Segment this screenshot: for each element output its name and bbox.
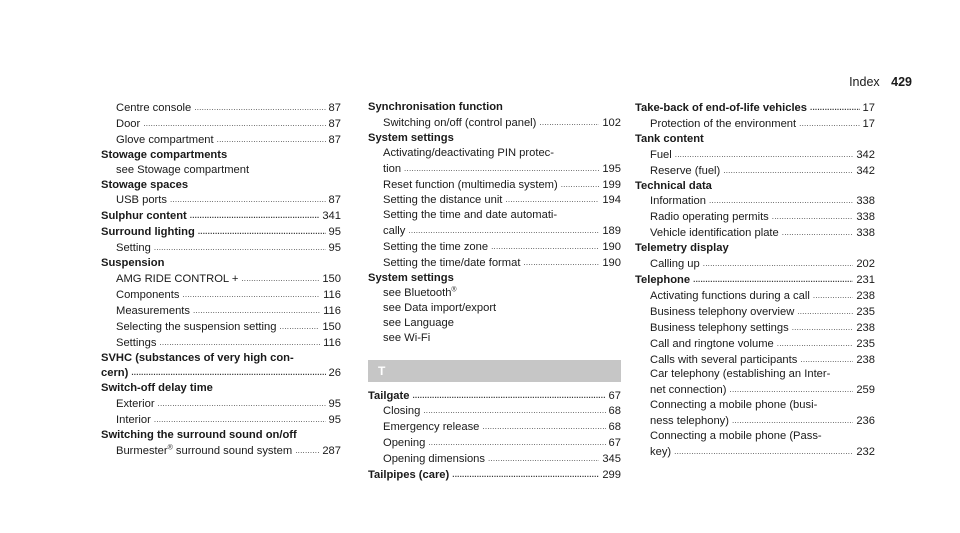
index-heading: Switch-off delay time — [101, 382, 213, 395]
index-entry — [635, 193, 875, 209]
entry-text: cally — [383, 225, 406, 238]
entry-text: tion — [383, 162, 402, 175]
entry-page[interactable]: 87 — [328, 194, 341, 207]
entry-page[interactable]: 195 — [602, 162, 621, 175]
index-entry — [101, 116, 341, 132]
entry-text: key) — [650, 445, 672, 458]
index-entry — [368, 467, 621, 483]
leader-dots — [782, 225, 854, 241]
index-entry — [368, 192, 621, 208]
entry-page[interactable]: 232 — [856, 445, 875, 458]
leader-dots — [182, 287, 320, 303]
entry-text: Tailpipes (care) — [368, 469, 450, 482]
section-title: Index — [849, 75, 880, 89]
entry-text: Setting the distance unit — [383, 194, 503, 207]
index-entry — [635, 116, 875, 132]
entry-text: Door — [116, 117, 141, 130]
index-line: Setting the time and date automati- — [383, 209, 558, 222]
index-reference[interactable] — [368, 286, 621, 301]
index-entry — [368, 419, 621, 435]
entry-text: Switching on/off (control panel) — [383, 116, 537, 129]
index-entry — [635, 352, 875, 368]
entry-page[interactable]: 189 — [602, 225, 621, 238]
leader-dots — [482, 419, 605, 435]
entry-page[interactable]: 342 — [856, 148, 875, 161]
index-entry — [101, 303, 341, 319]
entry-page[interactable]: 341 — [322, 210, 341, 223]
entry-text: Opening dimensions — [383, 453, 485, 466]
index-entry — [101, 240, 341, 256]
leader-dots — [732, 413, 853, 429]
entry-text: Call and ringtone volume — [650, 337, 774, 350]
index-entry — [635, 320, 875, 336]
entry-page[interactable]: 17 — [862, 117, 875, 130]
index-entry — [368, 239, 621, 255]
index-entry — [101, 208, 341, 224]
page-header — [849, 75, 912, 89]
entry-text: net connection) — [650, 384, 727, 397]
entry-text: Protection of the environment — [650, 117, 797, 130]
leader-dots — [539, 115, 599, 131]
leader-dots — [703, 256, 854, 272]
index-entry — [368, 161, 621, 177]
index-entry — [635, 147, 875, 163]
leader-dots — [675, 147, 854, 163]
index-entry — [368, 451, 621, 467]
entry-text: Sulphur content — [101, 210, 187, 223]
entry-page[interactable]: 190 — [602, 257, 621, 270]
index-line: Activating/deactivating PIN protec- — [383, 146, 555, 159]
entry-page[interactable]: 345 — [602, 453, 621, 466]
index-entry — [635, 100, 875, 116]
entry-page[interactable]: 67 — [608, 437, 621, 450]
index-entry — [635, 225, 875, 241]
leader-dots — [813, 288, 854, 304]
index-entry — [635, 304, 875, 320]
leader-dots — [154, 412, 326, 428]
entry-text: Vehicle identification plate — [650, 227, 779, 240]
entry-page[interactable]: 190 — [602, 241, 621, 254]
leader-dots — [143, 116, 325, 132]
index-entry — [635, 163, 875, 179]
entry-text: Setting the time/date format — [383, 257, 521, 270]
entry-text: Calls with several participants — [650, 353, 798, 366]
entry-text: Business telephony settings — [650, 321, 789, 334]
index-line: Car telephony (establishing an Inter- — [650, 368, 831, 381]
leader-dots — [730, 382, 854, 398]
entry-text: Emergency release — [383, 421, 480, 434]
leader-dots — [452, 467, 599, 483]
index-heading: Synchronisation function — [368, 101, 503, 113]
leader-dots — [295, 443, 319, 459]
index-entry — [101, 100, 341, 116]
entry-text: Information — [650, 195, 706, 208]
entry-text: Fuel — [650, 148, 672, 161]
page-number: 429 — [891, 75, 912, 89]
index-entry — [101, 132, 341, 148]
entry-page[interactable]: 202 — [856, 258, 875, 271]
entry-text: Business telephony overview — [650, 305, 795, 318]
entry-page[interactable]: 338 — [856, 211, 875, 224]
index-entry — [635, 382, 875, 398]
entry-page[interactable]: 194 — [602, 194, 621, 207]
leader-dots — [217, 132, 326, 148]
entry-text: Surround lighting — [101, 226, 195, 239]
index-entry — [101, 396, 341, 412]
leader-dots — [491, 239, 599, 255]
entry-text: AMG RIDE CONTROL + — [116, 272, 239, 285]
leader-dots — [428, 435, 605, 451]
entry-text: Interior — [116, 414, 151, 427]
leader-dots — [810, 100, 860, 116]
leader-dots — [159, 335, 320, 351]
entry-page[interactable]: 26 — [328, 367, 341, 380]
entry-text: USB ports — [116, 194, 167, 207]
leader-dots — [423, 403, 605, 419]
leader-dots — [154, 240, 326, 256]
index-heading: Telemetry display — [635, 242, 729, 255]
index-entry — [635, 209, 875, 225]
leader-dots — [158, 396, 326, 412]
index-entry — [368, 177, 621, 193]
leader-dots — [198, 224, 326, 240]
index-entry — [101, 335, 341, 351]
leader-dots — [408, 223, 599, 239]
index-heading: Switching the surround sound on/off — [101, 429, 297, 442]
index-entry — [101, 287, 341, 303]
index-heading: System settings — [368, 271, 454, 284]
index-reference[interactable]: see Data import/export — [383, 301, 497, 314]
entry-text: Exterior — [116, 398, 155, 411]
entry-page[interactable]: 95 — [328, 398, 341, 411]
index-entry — [368, 223, 621, 239]
entry-text: Measurements — [116, 304, 190, 317]
entry-page[interactable]: 102 — [602, 116, 621, 129]
entry-page[interactable]: 259 — [856, 384, 875, 397]
entry-page[interactable]: 150 — [322, 320, 341, 333]
index-entry — [635, 336, 875, 352]
leader-dots — [505, 192, 599, 208]
entry-text: Activating functions during a call — [650, 289, 810, 302]
leader-dots — [279, 319, 319, 335]
entry-text: Tailgate — [368, 389, 410, 402]
entry-page[interactable]: 17 — [862, 102, 875, 114]
entry-text: Glove compartment — [116, 133, 214, 146]
index-reference[interactable]: see Language — [383, 316, 454, 329]
entry-text: Calling up — [650, 258, 700, 271]
letter-section-bar: T — [368, 360, 621, 382]
leader-dots — [131, 365, 325, 381]
entry-text: Telephone — [635, 273, 691, 286]
entry-text-part: Burmester — [116, 444, 168, 457]
index-entry — [635, 256, 875, 272]
index-reference[interactable]: see Wi-Fi — [383, 331, 431, 344]
entry-text: Setting — [116, 242, 151, 255]
index-heading: SVHC (substances of very high con- — [101, 351, 294, 364]
index-entry — [101, 365, 341, 381]
entry-text: Centre console — [116, 102, 192, 114]
leader-dots — [241, 271, 319, 287]
index-column-1 — [101, 100, 341, 459]
leader-dots — [194, 100, 325, 116]
index-heading: System settings — [368, 131, 454, 144]
index-entry — [101, 443, 341, 459]
leader-dots — [523, 255, 599, 271]
index-entry — [101, 192, 341, 208]
index-line: Connecting a mobile phone (Pass- — [650, 430, 822, 443]
entry-page[interactable]: 87 — [328, 133, 341, 146]
entry-page[interactable]: 95 — [328, 226, 341, 239]
entry-page[interactable]: 338 — [856, 227, 875, 240]
entry-page[interactable]: 236 — [856, 415, 875, 428]
leader-dots — [693, 272, 853, 288]
index-heading: Tank content — [635, 132, 704, 145]
entry-page[interactable]: 116 — [323, 288, 341, 301]
entry-page[interactable]: 68 — [608, 421, 621, 434]
leader-dots — [772, 209, 854, 225]
entry-text: Settings — [116, 336, 157, 349]
leader-dots — [404, 161, 599, 177]
leader-dots — [674, 444, 853, 460]
leader-dots — [190, 208, 320, 224]
index-line: Connecting a mobile phone (busi- — [650, 399, 818, 412]
index-entry — [101, 412, 341, 428]
leader-dots — [561, 177, 600, 193]
entry-page[interactable]: 238 — [856, 321, 875, 334]
entry-page[interactable]: 231 — [856, 273, 875, 286]
entry-page[interactable]: 95 — [328, 242, 341, 255]
entry-page[interactable]: 67 — [608, 389, 621, 402]
leader-dots — [799, 116, 859, 132]
registered-mark: ® — [167, 444, 173, 452]
index-column-2 — [368, 100, 621, 483]
entry-page[interactable]: 238 — [856, 289, 875, 302]
leader-dots — [723, 163, 853, 179]
index-heading: Stowage compartments — [101, 148, 228, 161]
index-entry — [368, 403, 621, 419]
index-entry — [368, 115, 621, 131]
index-entry — [635, 288, 875, 304]
leader-dots — [797, 304, 853, 320]
entry-page[interactable]: 87 — [328, 102, 341, 114]
index-entry — [635, 272, 875, 288]
leader-dots — [777, 336, 854, 352]
entry-page[interactable]: 299 — [602, 469, 621, 482]
index-entry — [368, 388, 621, 404]
entry-text: Components — [116, 288, 180, 301]
entry-text: Setting the time zone — [383, 241, 489, 254]
index-column-3 — [635, 100, 875, 460]
leader-dots — [800, 352, 853, 368]
entry-page[interactable]: 235 — [856, 337, 875, 350]
leader-dots — [170, 192, 326, 208]
index-entry — [635, 444, 875, 460]
index-entry — [368, 255, 621, 271]
leader-dots — [193, 303, 320, 319]
registered-mark: ® — [451, 286, 457, 294]
entry-page[interactable]: 150 — [322, 272, 341, 285]
entry-text: Reset function (multimedia system) — [383, 178, 558, 191]
reference-text: see Bluetooth — [383, 286, 452, 299]
entry-text: Closing — [383, 405, 421, 418]
entry-page[interactable]: 342 — [856, 164, 875, 177]
index-entry — [368, 435, 621, 451]
entry-text: Take-back of end-of-life vehicles — [635, 102, 808, 114]
entry-page[interactable]: 95 — [328, 414, 341, 427]
entry-page[interactable]: 116 — [323, 336, 341, 349]
entry-page[interactable]: 338 — [856, 195, 875, 208]
entry-text: Selecting the suspension setting — [116, 320, 277, 333]
entry-text: Opening — [383, 437, 426, 450]
index-heading: Stowage spaces — [101, 178, 189, 191]
index-heading: Suspension — [101, 257, 165, 270]
entry-page[interactable]: 68 — [608, 405, 621, 418]
index-heading: Technical data — [635, 179, 712, 192]
entry-text: Reserve (fuel) — [650, 164, 721, 177]
entry-text — [116, 444, 292, 459]
entry-page[interactable]: 287 — [322, 444, 341, 457]
leader-dots — [792, 320, 854, 336]
entry-page[interactable]: 87 — [328, 117, 341, 130]
entry-page[interactable]: 238 — [856, 353, 875, 366]
entry-text: ness telephony) — [650, 415, 729, 428]
leader-dots — [709, 193, 853, 209]
index-entry — [101, 271, 341, 287]
entry-text-part: surround sound system — [172, 444, 293, 457]
index-entry — [101, 224, 341, 240]
entry-page[interactable]: 199 — [602, 178, 621, 191]
index-entry — [101, 319, 341, 335]
entry-text: cern) — [101, 367, 129, 380]
entry-page[interactable]: 116 — [323, 304, 341, 317]
index-entry — [635, 413, 875, 429]
entry-page[interactable]: 235 — [856, 305, 875, 318]
entry-text: Radio operating permits — [650, 211, 769, 224]
leader-dots — [488, 451, 599, 467]
index-reference[interactable]: see Stowage compartment — [116, 163, 250, 176]
leader-dots — [412, 388, 605, 404]
